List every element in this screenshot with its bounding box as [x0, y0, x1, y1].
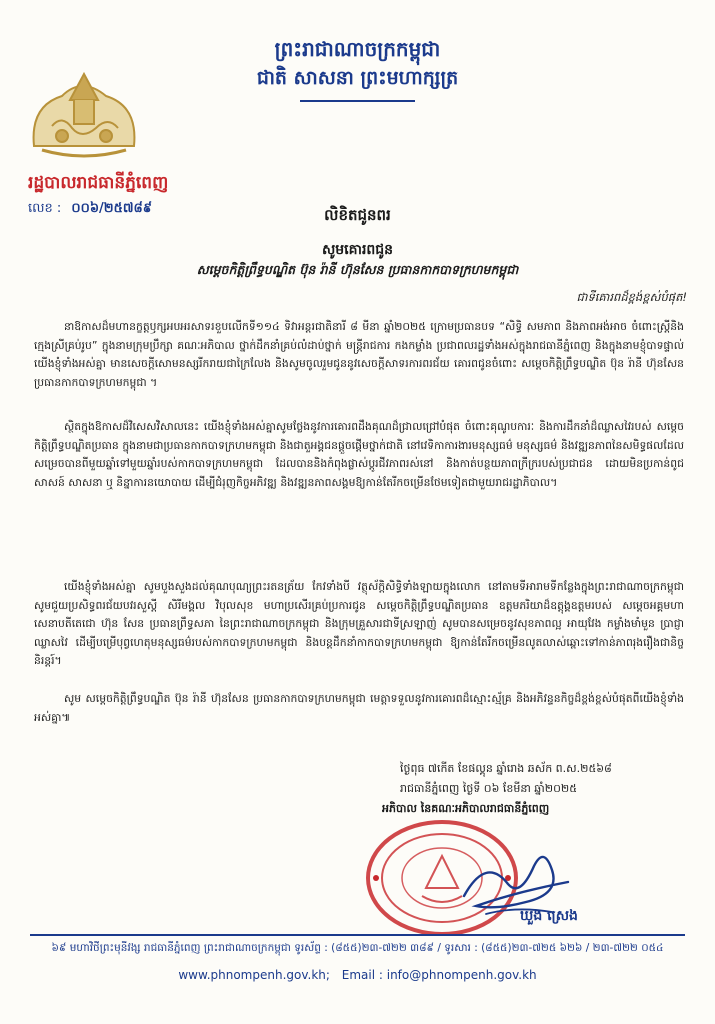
header-divider: [300, 100, 415, 102]
website-link[interactable]: www.phnompenh.gov.kh;: [178, 968, 330, 982]
issuing-office: រដ្ឋបាលរាជធានីភ្នំពេញ: [28, 173, 169, 193]
body-paragraph: ស្ថិតក្នុងឱកាសដ៏វិសេសវិសាលនេះ យើងខ្ញុំទាំងអស់គ្នាសូមថ្លែងនូវការគោរពដឹងគុណដ៏ជ្រាលជ្រៅបំផុត ចំពោះគុណូបការៈ និងការដឹកនាំដ៏ឈ្លាសវៃរបស់ សម្តេចកិត្តិព្រឹទ្ធបណ្ឌិតប្រធាន ក្នុងនាមជាប្រធានកាកបាទក្រហមកម្ពុជា និងជាតួអង្គជនផ្តួចផ្តើមថ្នាក់ជាតិ នៅវេទិកាការងារមនុស្សធម៌ មនុស្សធម៌ និងវឌ្ឍនភាពនៃសមិទ្ធផលដែលសម្រេចបានពីមួយឆ្នាំទៅមួយឆ្នាំរបស់កាកបាទក្រហមកម្ពុជា ដែលបាននិងកំពុងផ្លាស់ប្តូរជីវភាពរស់នៅ និងកាត់បន្ថយភាពក្រីក្ររបស់ប្រជាជន ដោយមិនប្រកាន់ពូជសាសន៍ សាសនា ឬ និន្នាការនយោបាយ ដើម្បីជំរុញកិច្ចអភិវឌ្ឍ និងវឌ្ឍនភាពសង្គមឱ្យកាន់តែរីកចម្រើនថែមទៀតជាមួយរាជរដ្ឋាភិបាល។: [34, 420, 684, 489]
reference-value: ០០៦/២៥៧៨៩: [71, 201, 152, 216]
motto-heading: ជាតិ សាសនា ព្រះមហាក្សត្រ: [256, 67, 459, 89]
body-paragraph: នាឱកាសដ៏មហានក្ខត្តឫក្សអបអរសាទរខួបលើកទី១១៤ ទិវាអន្តរជាតិនារី ៨ មីនា ឆ្នាំ២០២៥ ក្រោមប្រធានបទ “សិទ្ធិ សមភាព និងភាពអង់អាច ចំពោះស្ត្រីនិងក្មេងស្រីគ្រប់រូប” ក្នុងនាមក្រុមប្រឹក្សា គណៈអភិបាល ថ្នាក់ដឹកនាំគ្រប់លំដាប់ថ្នាក់ មន្ត្រីរាជការ កងកម្លាំង ប្រជាពលរដ្ឋទាំងអស់ក្នុងរាជធានីភ្នំពេញ និងក្នុងនាមខ្ញុំបាទផ្ទាល់ យើងខ្ញុំទាំងអស់គ្នា មានសេចក្តីសោមនស្សរីករាយជាក្រៃលែង និងសូមចូលរួមជូននូវសេចក្តីសាទរការពរជ័យ គោរពជូនចំពោះ សម្តេចកិត្តិព្រឹទ្ធបណ្ឌិត ប៊ុន រ៉ានី ហ៊ុនសែន ប្រធានកាកបាទក្រហមកម្ពុជា ។: [34, 320, 684, 389]
body-paragraph: សូម សម្តេចកិត្តិព្រឹទ្ធបណ្ឌិត ប៊ុន រ៉ានី ហ៊ុនសែន ប្រធានកាកបាទក្រហមកម្ពុជា មេត្តាទទួលនូវការគោរពដ៏ស្មោះស្ម័គ្រ និងអភិវន្ទនកិច្ចដ៏ខ្ពង់ខ្ពស់បំផុតពីយើងខ្ញុំទាំងអស់គ្នា៕: [34, 692, 684, 724]
footer-contacts: [0, 968, 715, 982]
lunar-date: ថ្ងៃពុធ ៧កើត ខែផល្គុន ឆ្នាំរោង ឆស័ក ព.ស.២៥៦៨: [400, 762, 612, 775]
salutation: សូមគោរពជូន: [321, 242, 394, 258]
phnom-penh-emblem-icon: [22, 66, 146, 166]
email-link[interactable]: Email : info@phnompenh.gov.kh: [341, 968, 537, 982]
body-paragraph: យើងខ្ញុំទាំងអស់គ្នា សូមបួងសួងដល់គុណបុណ្យព្រះរតនត្រ័យ កែវទាំងបី វត្ថុស័ក្តិសិទ្ធិទាំងឡាយក្នុងលោក នៅតាមទីអារាមទីកន្លែងក្នុងព្រះរាជាណាចក្រកម្ពុជា សូមជួយប្រសិទ្ធពរជ័យបវរសួស្តី សិរីមង្គល វិបុលសុខ មហាប្រសើរគ្រប់ប្រការជូន សម្តេចកិត្តិព្រឹទ្ធបណ្ឌិតប្រធាន ឧត្តមភរិយាដ៏ឧត្តុង្គឧត្តមរបស់ សម្តេចអគ្គមហាសេនាបតីតេជោ ហ៊ុន សែន ប្រធានព្រឹទ្ធសភា នៃព្រះរាជាណាចក្រកម្ពុជា និងក្រុមគ្រួសារជាទីស្រឡាញ់ សូមបានសម្រេចនូវសុខភាពល្អ អាយុវែង កម្លាំងមាំមួន ប្រាជ្ញាឈ្លាសវៃ ដើម្បីបម្រើបុព្វហេតុមនុស្សធម៌របស់កាកបាទក្រហមកម្ពុជា និងបន្តដឹកនាំកាកបាទក្រហមកម្ពុជា ឱ្យកាន់តែរីកចម្រើនលូតលាស់ឆ្ពោះទៅកាន់ភាពរុងរឿងជានិច្ចនិរន្តរ៍។: [34, 580, 684, 667]
addressee: សម្តេចកិត្តិព្រឹទ្ធបណ្ឌិត ប៊ុន រ៉ានី ហ៊ុនសែន ប្រធានកាកបាទក្រហមកម្ពុជា: [196, 262, 519, 277]
signer-name: ឃួង ស្រេង: [520, 908, 578, 924]
solar-date: រាជធានីភ្នំពេញ ថ្ងៃទី ០៦ ខែមីនា ឆ្នាំ២០២៥: [400, 782, 577, 795]
footer-address: ៦៩ មហាវិថីព្រះមុនីវង្ស រាជធានីភ្នំពេញ ព្រះរាជាណាចក្រកម្ពុជា ទូរស័ព្ទ : (៨៥៥)២៣-៧២២ ៣៨៩ / ទូរសារ : (៨៥៥)២៣-៧២៥ ៦២៦ / ២៣-៧២២ ០៥៤: [51, 942, 664, 954]
letter-type: លិខិតជូនពរ: [324, 206, 391, 224]
kingdom-heading: ព្រះរាជាណាចក្រកម្ពុជា: [274, 37, 441, 61]
honorific: ជាទីគោរពដ៏ខ្ពង់ខ្ពស់បំផុត!: [576, 290, 687, 304]
reference-label: លេខ :: [28, 201, 62, 216]
signer-title: អភិបាល នៃគណៈអភិបាលរាជធានីភ្នំពេញ: [382, 802, 550, 815]
footer-divider: [30, 934, 685, 936]
